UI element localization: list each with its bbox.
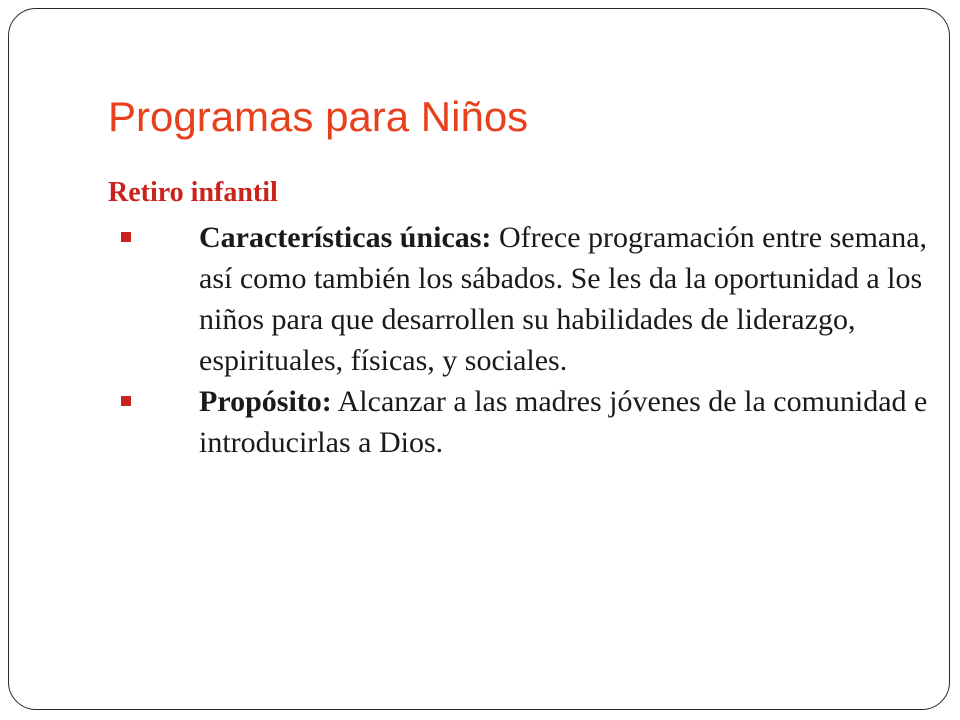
square-bullet-icon — [121, 396, 131, 406]
slide-title: Programas para Niños — [108, 93, 529, 140]
bullet-text: Ofrece programación entre semana, así como también los sábados. Se les da la oportunidad a los niños para que desarrollen su habilidades de liderazgo, espirituales, físicas, y sociales. — [199, 221, 928, 377]
bullet-item-proposito — [108, 381, 928, 463]
bullet-text: Alcanzar a las madres jóvenes de la comunidad e introducirlas a Dios. — [199, 385, 928, 459]
bullet-label: Características únicas: — [199, 221, 492, 254]
slide-frame — [8, 8, 950, 710]
square-bullet-icon — [121, 232, 131, 242]
bullet-list — [108, 217, 928, 463]
bullet-label: Propósito: — [199, 385, 332, 418]
slide-subtitle: Retiro infantil — [108, 177, 278, 208]
bullet-item-caracteristicas — [108, 217, 928, 381]
